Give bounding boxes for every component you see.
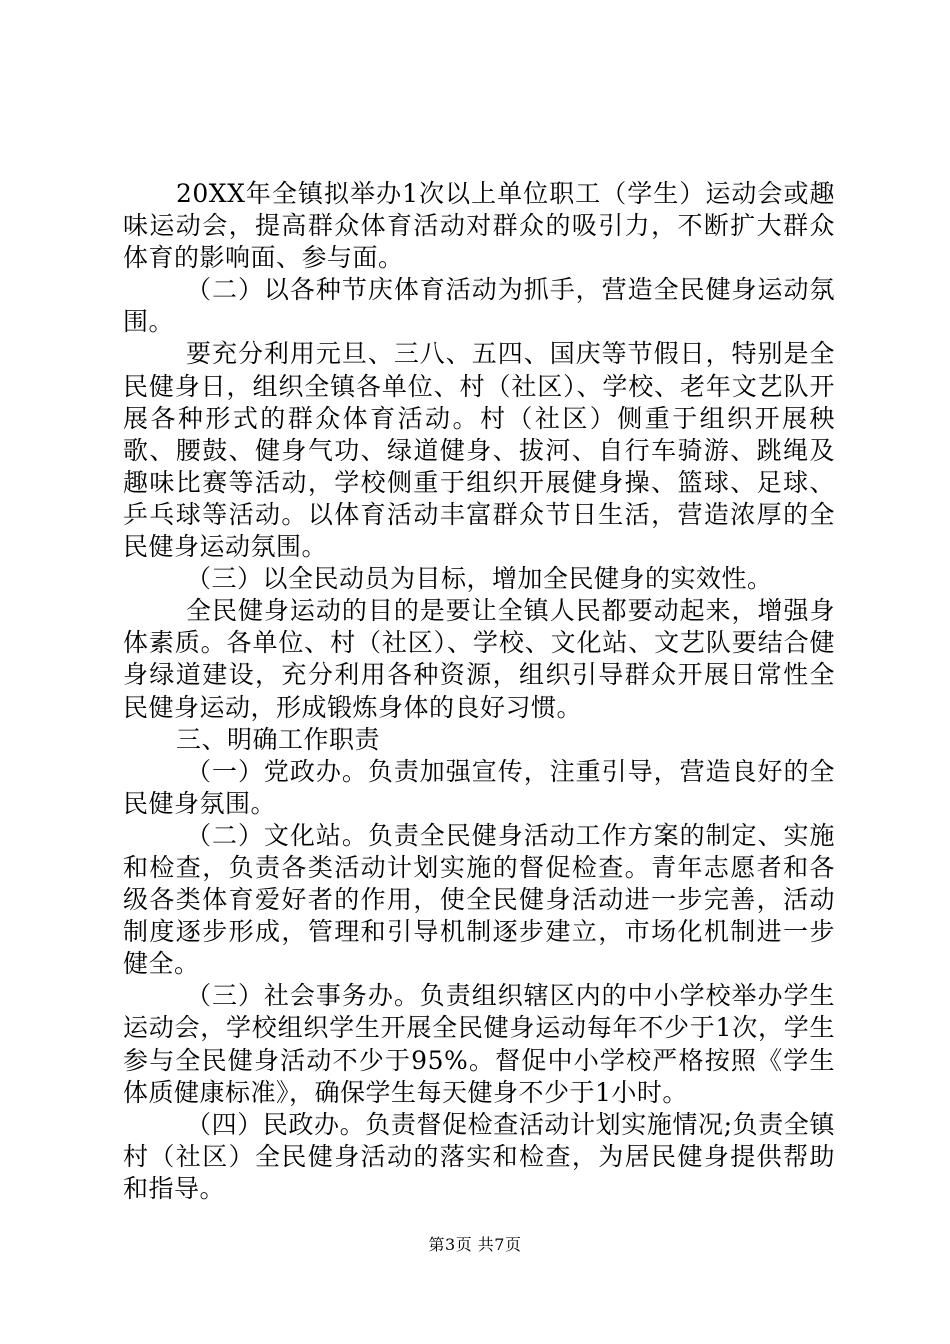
- document-body: [123, 178, 835, 1205]
- page-footer: [0, 1234, 950, 1256]
- paragraph-festival-activities: 要充分利用元旦、三八、五四、国庆等节假日，特别是全民健身日，组织全镇各单位、村（社区）、学校、老年文艺队开展各种形式的群众体育活动。村（社区）侧重于组织开展秧歌、腰鼓、健身气功、绿道健身、拔河、自行车骑游、跳绳及趣味比赛等活动，学校侧重于组织开展健身操、篮球、足球、乒乓球等活动。以体育活动丰富群众节日生活，营造浓厚的全民健身运动氛围。: [123, 339, 835, 562]
- paragraph-mobilization: 全民健身运动的目的是要让全镇人民都要动起来，增强身体素质。各单位、村（社区）、学校、文化站、文艺队要结合健身绿道建设，充分利用各种资源，组织引导群众开展日常性全民健身运动，形成锻炼身体的良好习惯。: [123, 596, 835, 722]
- paragraph-civil-affairs-office: （四）民政办。负责督促检查活动计划实施情况;负责全镇村（社区）全民健身活动的落实和检查，为居民健身提供帮助和指导。: [123, 1109, 835, 1203]
- paragraph-sports-meeting: 20XX年全镇拟举办1次以上单位职工（学生）运动会或趣味运动会，提高群众体育活动对群众的吸引力，不断扩大群众体育的影响面、参与面。: [123, 179, 835, 273]
- paragraph-social-affairs-office: （三）社会事务办。负责组织辖区内的中小学校举办学生运动会，学校组织学生开展全民健身运动每年不少于1次，学生参与全民健身活动不少于95%。督促中小学校严格按照《学生体质健康标准》，确保学生每天健身不少于1小时。: [123, 981, 835, 1107]
- section-heading-responsibilities: 三、明确工作职责: [176, 724, 381, 754]
- page-indicator: 第3页 共7页: [428, 1235, 522, 1254]
- paragraph-culture-station: （二）文化站。负责全民健身活动工作方案的制定、实施和检查，负责各类活动计划实施的督促检查。青年志愿者和各级各类体育爱好者的作用，使全民健身活动进一步完善，活动制度逐步形成，管理和引导机制逐步建立，市场化机制进一步健全。: [123, 820, 835, 979]
- section-heading-mobilization: （三）以全民动员为目标，增加全民健身的实效性。: [186, 564, 773, 594]
- paragraph-party-office: （一）党政办。负责加强宣传，注重引导，营造良好的全民健身氛围。: [123, 756, 835, 818]
- section-heading-festival-activities: （二）以各种节庆体育活动为抓手，营造全民健身运动氛围。: [123, 275, 835, 337]
